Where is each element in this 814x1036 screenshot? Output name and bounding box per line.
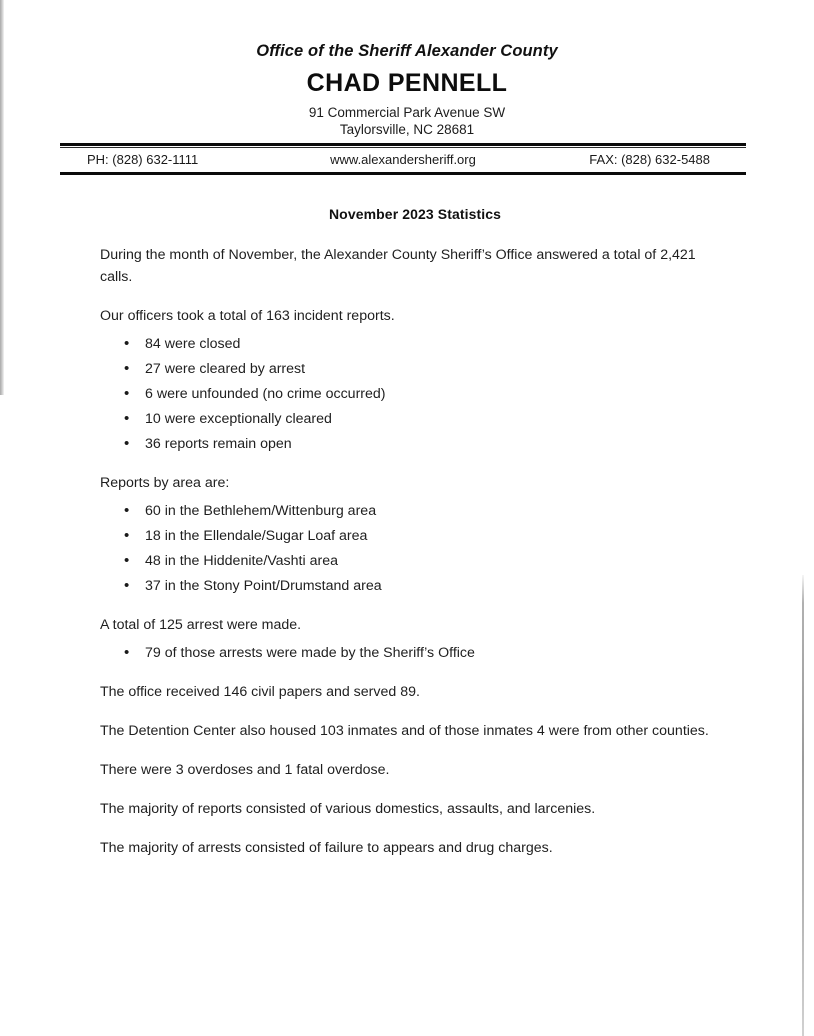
sheriff-name: CHAD PENNELL xyxy=(306,69,508,97)
office-title: Office of the Sheriff Alexander County xyxy=(256,42,558,60)
contact-bar xyxy=(60,143,746,175)
reports-by-area-list xyxy=(100,500,730,597)
civil-papers-paragraph: The office received 146 civil papers and served 89. xyxy=(100,684,420,700)
list-item: • 6 were unfounded (no crime occurred) xyxy=(100,383,730,405)
list-item: • 79 of those arrests were made by the Sheriff’s Office xyxy=(100,642,730,664)
list-item: • 48 in the Hiddenite/Vashti area xyxy=(100,550,730,572)
list-item: • 37 in the Stony Point/Drumstand area xyxy=(100,575,730,597)
list-item: • 84 were closed xyxy=(100,333,730,355)
arrests-summary-paragraph: The majority of arrests consisted of failure to appears and drug charges. xyxy=(100,840,553,856)
address-line-1: 91 Commercial Park Avenue SW xyxy=(308,105,506,120)
reports-by-area-intro: Reports by area are: xyxy=(100,475,230,491)
overdose-paragraph: There were 3 overdoses and 1 fatal overdose. xyxy=(100,762,390,778)
list-item: • 27 were cleared by arrest xyxy=(100,358,730,380)
letterhead xyxy=(0,42,814,137)
scan-edge-artifact-right xyxy=(802,575,804,1036)
rule-bottom xyxy=(60,172,746,175)
phone-number: PH: (828) 632-1111 xyxy=(87,152,199,167)
arrests-list xyxy=(100,642,730,664)
list-item: • 18 in the Ellendale/Sugar Loaf area xyxy=(100,525,730,547)
incident-reports-list xyxy=(100,333,730,455)
detention-paragraph: The Detention Center also housed 103 inmates and of those inmates 4 were from other counties. xyxy=(100,723,709,739)
page-title: November 2023 Statistics xyxy=(328,206,502,222)
rule-top-thick xyxy=(60,143,746,146)
list-item: • 36 reports remain open xyxy=(100,433,730,455)
document-body xyxy=(100,206,730,876)
fax-number: FAX: (828) 632-5488 xyxy=(589,152,710,167)
list-item: • 60 in the Bethlehem/Wittenburg area xyxy=(100,500,730,522)
arrests-intro: A total of 125 arrest were made. xyxy=(100,617,302,633)
rule-top-thin xyxy=(60,147,746,148)
website-url[interactable]: www.alexandersheriff.org xyxy=(330,152,476,167)
address-line-2: Taylorsville, NC 28681 xyxy=(339,122,475,137)
incident-reports-intro: Our officers took a total of 163 incident reports. xyxy=(100,308,395,324)
list-item: • 10 were exceptionally cleared xyxy=(100,408,730,430)
calls-paragraph: During the month of November, the Alexander County Sheriff’s Office answered a total of 2,421 calls. xyxy=(100,247,696,285)
contact-row xyxy=(60,150,746,171)
reports-summary-paragraph: The majority of reports consisted of various domestics, assaults, and larcenies. xyxy=(100,801,596,817)
